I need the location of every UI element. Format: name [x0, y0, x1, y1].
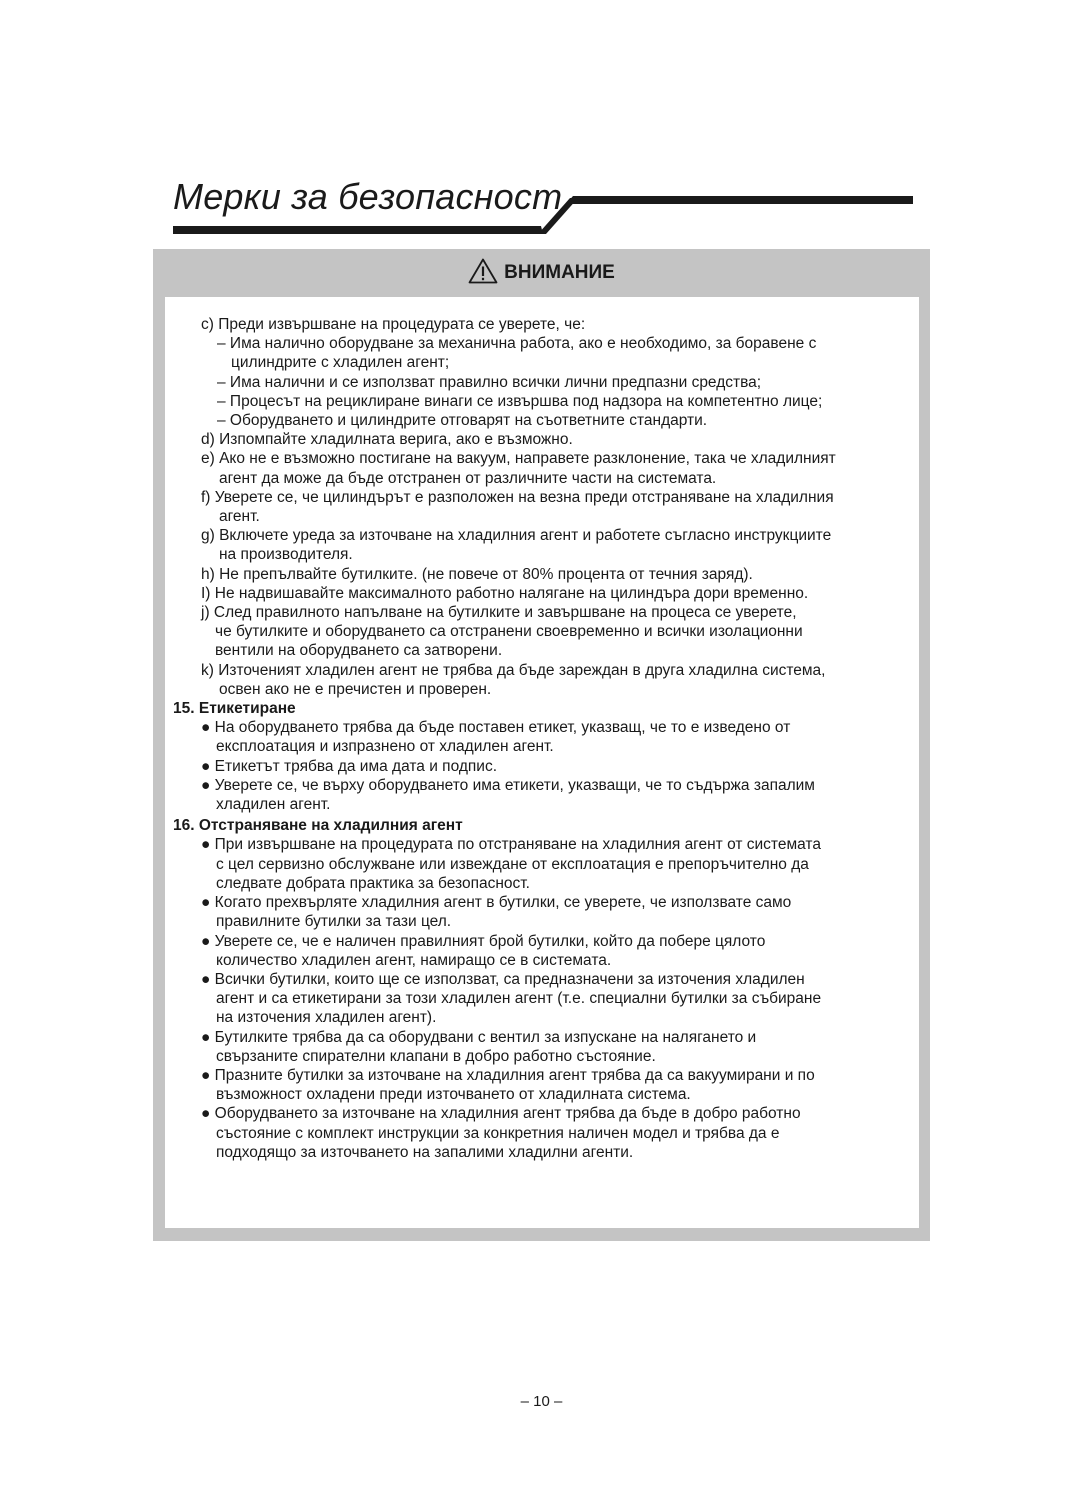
step-i: I) Не надвишавайте максималното работно налягане на цилиндъра дори временно.: [201, 584, 809, 602]
step-h: h) Не препълвайте бутилките. (не повече от 80% процента от течния заряд).: [201, 565, 753, 583]
title-topbar: [566, 196, 913, 204]
caution-header: [153, 249, 930, 297]
list-item: – Оборудването и цилиндрите отговарят на съответните стандарти.: [217, 412, 708, 430]
list-item: свързаните спирателни клапани в добро работно състояние.: [216, 1047, 656, 1065]
step-g-cont: на производителя.: [219, 546, 353, 564]
list-item: ● Празните бутилки за източване на хладилния агент трябва да са вакуумирани и по: [201, 1066, 815, 1084]
list-item: възможност охладени преди източването от хладилната система.: [216, 1086, 691, 1104]
list-item: ● Оборудването за източване на хладилния агент трябва да бъде в добро работно: [201, 1105, 801, 1123]
section-16-heading: 16. Отстраняване на хладилния агент: [173, 817, 463, 835]
step-j-cont: че бутилките и оборудването са отстранени своевременно и всички изолационни: [215, 623, 803, 641]
list-item: агент и са етикетирани за този хладилен агент (т.е. специални бутилки за събиране: [216, 990, 822, 1008]
list-item: ● Бутилките трябва да са оборудвани с вентил за изпускане на налягането и: [201, 1028, 757, 1046]
list-item: количество хладилен агент, намиращо се в системата.: [216, 951, 612, 969]
title-underline: [173, 226, 543, 234]
page-title: Мерки за безопасност: [173, 176, 563, 217]
caution-heading: ВНИМАНИЕ: [504, 262, 615, 283]
step-e: e) Ако не е възможно постигане на вакуум, направете разклонение, така че хладилният: [201, 450, 836, 468]
list-item: – Процесът на рециклиране винаги се извършва под надзора на компетентно лице;: [217, 392, 823, 410]
list-item: ● На оборудването трябва да бъде поставен етикет, указващ, че то е изведено от: [201, 719, 791, 737]
list-item: състояние с комплект инструкции за конкретния наличен модел и трябва да е: [216, 1124, 780, 1142]
list-item: експлоатация и изпразнено от хладилен агент.: [216, 738, 554, 756]
list-item: – Има налично оборудване за механична работа, ако е необходимо, за боравене с: [217, 335, 817, 353]
step-c-intro: c) Преди извършване на процедурата се уверете, че:: [201, 316, 586, 333]
step-f: f) Уверете се, че цилиндърът е разположен на везна преди отстраняване на хладилния: [201, 488, 834, 506]
list-item: следвате добрата практика за безопасност.: [216, 874, 530, 892]
step-e-cont: агент да може да бъде отстранен от различните части на системата.: [219, 469, 717, 487]
list-item: ● Уверете се, че е наличен правилният брой бутилки, който да побере цялото: [201, 932, 766, 950]
section-15-heading: 15. Етикетиране: [173, 700, 296, 718]
title-underline-bar: [0, 0, 1083, 240]
step-g: g) Включете уреда за източване на хладилния агент и работете съгласно инструкциите: [201, 527, 832, 545]
page-number: – 10 –: [520, 1393, 563, 1410]
step-f-cont: агент.: [219, 508, 260, 526]
list-item: цилиндрите с хладилен агент;: [231, 354, 450, 372]
warning-triangle-icon: [468, 258, 498, 289]
step-j-cont: вентили на оборудването са затворени.: [215, 642, 503, 660]
list-item: с цел сервизно обслужване или извеждане от експлоатация е препоръчително да: [216, 855, 809, 873]
list-item: хладилен агент.: [216, 796, 331, 814]
list-item: подходящо за източването на запалими хладилни агенти.: [216, 1143, 634, 1161]
step-k-cont: освен ако не е пречистен и проверен.: [219, 680, 492, 698]
list-item: ● Всички бутилки, които ще се използват, са предназначени за източения хладилен: [201, 970, 805, 988]
step-k: k) Източеният хладилен агент не трябва да бъде зареждан в друга хладилна система,: [201, 661, 826, 679]
list-item: ● Когато прехвърляте хладилния агент в бутилки, се уверете, че използвате само: [201, 894, 792, 912]
step-j: j) След правилното напълване на бутилките и завършване на процеса се уверете,: [201, 604, 797, 622]
caution-content: [173, 315, 918, 1162]
list-item: – Има налични и се използват правилно всички лични предпазни средства;: [217, 373, 762, 391]
list-item: ● Етикетът трябва да има дата и подпис.: [201, 757, 497, 775]
step-d: d) Изпомпайте хладилната верига, ако е възможно.: [201, 431, 573, 449]
list-item: на източения хладилен агент).: [216, 1009, 437, 1027]
list-item: правилните бутилки за тази цел.: [216, 913, 452, 931]
list-item: ● При извършване на процедурата по отстраняване на хладилния агент от системата: [201, 836, 821, 854]
list-item: ● Уверете се, че върху оборудването има етикети, указващи, че то съдържа запалим: [201, 776, 815, 794]
